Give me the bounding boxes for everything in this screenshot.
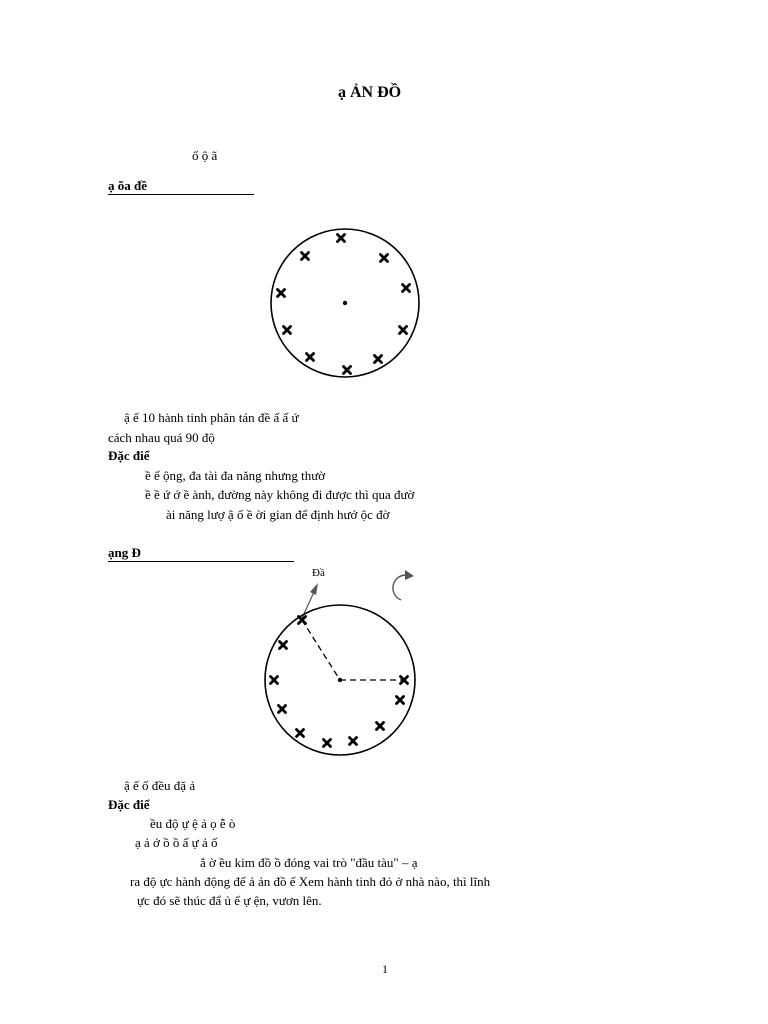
head-arrow-label: Đầ [312, 567, 325, 579]
planet-cross-mark [381, 255, 388, 262]
section2-diagram [262, 578, 422, 750]
planet-cross-mark [375, 356, 382, 363]
planet-cross-mark [350, 738, 357, 745]
section2-feature-line: ắ ờ ều kim đồ ồ đóng vai trò "đầu tàu" – ạ [200, 855, 418, 870]
planet-cross-mark [278, 290, 285, 297]
section2-description: ậ ế ố đều đặ ả [124, 778, 196, 793]
section1-feature-line: ề ế ộng, đa tài đa năng nhưng thườ [145, 468, 326, 483]
section1-diagram [270, 228, 422, 380]
center-dot [343, 301, 347, 305]
subtitle: ố ộ ã [192, 148, 218, 163]
planet-cross-mark [280, 642, 287, 649]
planet-cross-mark [279, 706, 286, 713]
section1-feature-label: Đặc điể [108, 448, 150, 463]
section1-feature-line: ề ề ứ ớ ề ành, đường này không đi được thì qua đườ [145, 487, 415, 502]
page-title: ạ ẢN ĐỒ [338, 84, 402, 101]
planet-cross-mark [344, 367, 351, 374]
planet-cross-mark [397, 697, 404, 704]
planet-cross-mark [338, 235, 345, 242]
section2-feature-line: ạ ả ớ ồ ồ ấ ự ả ố [135, 835, 218, 850]
section1-description-cont: cách nhau quá 90 độ [108, 430, 215, 445]
planet-cross-mark [400, 327, 407, 334]
planet-cross-mark [284, 327, 291, 334]
planet-cross-mark [324, 740, 331, 747]
section2-heading: ạng Đ [108, 545, 294, 562]
planet-cross-mark [297, 730, 304, 737]
planet-cross-mark [377, 723, 384, 730]
section2-feature-label: Đặc điể [108, 797, 150, 812]
center-dot [338, 678, 342, 682]
section1-heading: ạ õa đề [108, 178, 254, 195]
planet-cross-mark [302, 253, 309, 260]
section1-feature-line: ài năng lượ ậ ố ề ời gian để định hướ ộc đờ [166, 507, 390, 522]
planet-cross-mark [403, 285, 410, 292]
section2-feature-line: ực đó sẽ thúc đẩ ủ ế ự ện, vươn lên. [137, 893, 322, 908]
planet-cross-mark [271, 677, 278, 684]
section2-feature-line: ều độ ự ệ ả ọ ễ ò [150, 816, 236, 831]
planet-cross-mark [307, 354, 314, 361]
section2-feature-line: ra độ ực hành động để ả ản đồ ế Xem hành tinh đỏ ở nhà nào, thì lĩnh [130, 874, 491, 889]
page-number: 1 [382, 962, 388, 976]
section1-description: ậ ế 10 hành tinh phân tán đề ấ ấ ứ [124, 410, 299, 425]
